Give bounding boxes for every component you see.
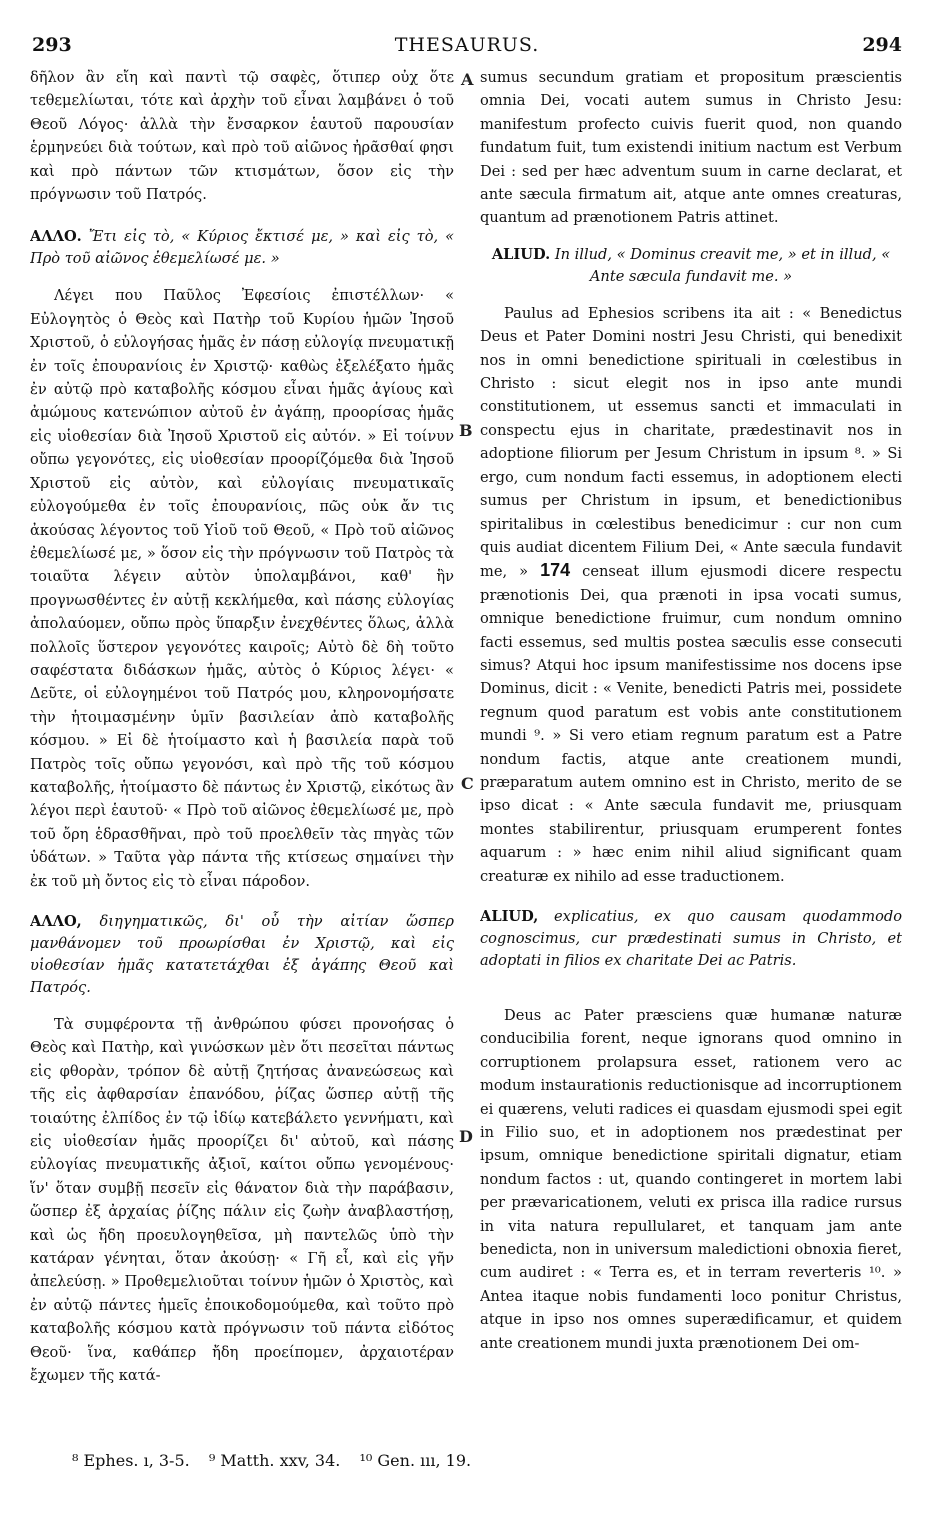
greek-heading-text-2: διηγηματικῶς, δι' οὗ τὴν αἰτίαν ὥσπερ μανθάνομεν τοῦ προωρίσθαι ἐν Χριστῷ, καὶ εἰς υἱοθεσίαν ἡμᾶς κατατετάχθαι ἐξ ἀγάπης Θεοῦ καὶ Πατρός. [30, 913, 454, 996]
left-page-number: 293 [32, 34, 72, 56]
latin-heading-text-2: explicatius, ex quo causam quodammodo cognoscimus, cur prædestinati sumus in Christo, et adoptati in filios ex charitate Dei ac Patris. [480, 908, 902, 969]
latin-heading-label-2: ALIUD, [480, 908, 539, 925]
latin-section-heading-1 [480, 244, 902, 288]
page-number-marker: 174 [540, 560, 571, 581]
greek-heading-label-2: ΑΛΛΟ, [30, 913, 82, 930]
greek-paragraph-2: Λέγει που Παῦλος Ἐφεσίοις ἐπιστέλλων· « Εὐλογητὸς ὁ Θεὸς καὶ Πατὴρ τοῦ Κυρίου ἡμῶν Ἰησοῦ Χριστοῦ, ὁ εὐλογήσας ἡμᾶς ἐν πάσῃ εὐλογίᾳ πνευματικῇ ἐν τοῖς ἐπουρανίοις ἐν Χριστῷ· καθὼς ἐξελέξατο ἡμᾶς ἐν αὐτῷ πρὸ καταβολῆς κόσμου εἶναι ἡμᾶς ἁγίους καὶ ἀμώμους κατενώπιον αὐτοῦ ἐν ἀγάπῃ, προορίσας ἡμᾶς εἰς υἱοθεσίαν διὰ Ἰησοῦ Χριστοῦ εἰς αὐτόν. » Εἰ τοίνυν οὔπω γεγονότες, εἰς υἱοθεσίαν προορίζόμεθα διὰ Ἰησοῦ Χριστοῦ εἰς αὐτὸν, καὶ εὐλογίαις πνευματικαῖς εὐλογούμεθα ἐν τοῖς ἐπουρανίοις, πῶς οὐκ ἄν τις ἀκούσας λέγοντος τοῦ Υἱοῦ τοῦ Θεοῦ, « Πρὸ τοῦ αἰῶνος ἐθεμελίωσέ με, » ὅσον εἰς τὴν πρόγνωσιν τοῦ Πατρὸς τὰ τοιαῦτα λέγειν αὐτὸν ὑπολαμβάνοι, καθ' ἣν προγνωσθέντες ἐν αὐτῇ κεκλήμεθα, καὶ πάσης εὐλογίας ἀπολαύομεν, οὔπω πρὸς ὕπαρξιν ἐνεχθέντες ὅλως, ἀλλὰ πολλοῖς ὕστερον γεγονότες καιροῖς; Αὐτὸ δὲ δὴ τοῦτο σαφέστατα διδάσκων ἡμᾶς, αὐτὸς ὁ Κύριος λέγει· « Δεῦτε, οἱ εὐλογημένοι τοῦ Πατρός μου, κληρονομήσατε τὴν ἡτοιμασμένην ὑμῖν βασιλείαν ἀπὸ καταβολῆς κόσμου. » Εἰ δὲ ἡτοίμαστο καὶ ἡ βασιλεία παρὰ τοῦ Πατρὸς τοῖς οὔπω γεγονόσι, καὶ πρὸ τῆς τοῦ κόσμου καταβολῆς, ἡτοίμαστο δὲ πάντως ἐν Χριστῷ, εἰκότως ἂν λέγοι περὶ ἑαυτοῦ· « Πρὸ τοῦ αἰῶνος ἐθεμελίωσέ με, πρὸ τοῦ ὄρη ἑδρασθῆναι, πρὸ τοῦ προελθεῖν τὰς πηγὰς τῶν ὑδάτων. » Ταῦτα γὰρ πάντα τῆς κτίσεως σημαίνει τὴν ἐκ τοῦ μὴ ὄντος εἰς τὸ εἶναι πάροδον. [30, 287, 454, 890]
latin-heading-label-1: ALIUD. [491, 245, 551, 263]
page-header [32, 34, 902, 60]
latin-paragraph-2-part-2: censeat illum ejusmodi dicere respectu prænotionis Dei, qua prænoti in ipsa vocati sumus, omnique benedictione fruimur, cum nondum omnino facti essemus, sed multis postea sæculis esse consecuti simus? Atqui hoc ipsum manifestissime nos docens ipse Dominus, dicit : « Venite, benedicti Patris mei, possidete regnum quod paratum est vobis ante constitutionem mundi ⁹. » Si vero etiam regnum paratum est a Patre nondum factis, atque ante creationem mundi, præparatum autem omnino est in Christo, merito de se ipso dicat : « Ante sæcula fundavit me, priusquam montes stabilirentur, priusquam erumperent fontes aquarum : » hæc enim nihil aliud significant quam creaturæ ex nihilo ad esse traductionem. [480, 563, 902, 885]
greek-section-heading-1 [30, 226, 454, 270]
latin-paragraph-2-part-1: Paulus ad Ephesios scribens ita ait : « Benedictus Deus et Pater Domini nostri Jesu Christi, qui benedixit nos in omni benedictione spirituali in cœlestibus in Christo : sicut elegit nos in ipso ante mundi constitutionem, ut essemus sancti et immaculati in conspectu ejus in charitate, prædestinavit nos in adoptione filiorum per Jesum Christum in ipsum ⁸. » Si ergo, cum nondum facti essemus, in adoptionem electi sumus per Christum in ipsum, et benedictionibus spiritalibus in cœlestibus benedicimur : cur non cum quis audiat dicentem Filium Dei, « Ante sæcula fundavit me, » [480, 304, 902, 581]
latin-paragraph-2 [480, 302, 902, 888]
greek-column [30, 66, 454, 1436]
footnotes [72, 1450, 632, 1472]
margin-marker-d: D [459, 1127, 473, 1146]
latin-paragraph-1: sumus secundum gratiam et propositum præscientis omnia Dei, vocati autem sumus in Christo Jesu: manifestum profecto cuivis fuerit quod, non quando fundatum fuit, tum existendi initium nactum est Verbum Dei : sed per hæc adventum suum in carne declarat, et ante sæcula firmatum ait, atque ante omnes creaturas, quantum ad prænotionem Patris attinet. [480, 69, 902, 227]
footnote-8: ⁸ Ephes. ı, 3-5. [72, 1451, 190, 1470]
greek-section-heading-2 [30, 911, 454, 999]
greek-heading-label-1: ΑΛΛΟ. [30, 228, 82, 246]
right-page-number: 294 [862, 34, 902, 56]
greek-paragraph-1: δῆλον ἂν εἴη καὶ παντὶ τῷ σαφὲς, ὅτιπερ οὐχ ὅτε τεθεμελίωται, τότε καὶ ἀρχὴν τοῦ εἶναι λαμβάνει ὁ τοῦ Θεοῦ Λόγος· ἀλλὰ τὴν ἔνσαρκον ἑαυτοῦ παρουσίαν ἑρμηνεύει διὰ τούτων, καὶ πρὸ τοῦ αἰῶνος ἠρᾶσθαί φησι καὶ πρὸ πάντων τῶν κτισμάτων, ὅσον εἰς τὴν πρόγνωσιν τοῦ Πατρός. [30, 69, 454, 204]
margin-marker-b: B [459, 421, 473, 440]
margin-marker-a: A [461, 70, 474, 89]
footnote-10: ¹⁰ Gen. ııı, 19. [359, 1451, 472, 1470]
greek-heading-text-1: Ἔτι εἰς τὸ, « Κύριος ἔκτισέ με, » καὶ εἰς τὸ, « Πρὸ τοῦ αἰῶνος ἐθεμελίωσέ με. » [30, 228, 454, 268]
latin-column [480, 66, 902, 1436]
greek-paragraph-3: Τὰ συμφέροντα τῇ ἀνθρώπου φύσει προνοήσας ὁ Θεὸς καὶ Πατὴρ, καὶ γινώσκων μὲν ὅτι πεσεῖται πάντως εἰς φθορὰν, τρόπον δὲ αὐτῇ ζητήσας ἀνανεώσεως καὶ τῆς εἰς ἀφθαρσίαν ἐπανόδου, ῥίζας ὥσπερ αὐτῇ τῆς τοιαύτης ἐλπίδος ἐν τῷ ἰδίῳ κατεβάλετο γεννήματι, καὶ εἰς υἱοθεσίαν ἡμᾶς προορίζει δι' αὐτοῦ, καὶ πάσης εὐλογίας πνευματικῆς ἀξιοῖ, καίτοι οὔπω γενομένους· ἵν' ὅταν συμβῇ πεσεῖν εἰς θάνατον διὰ τὴν παράβασιν, ὥσπερ ἐξ ἀρχαίας ῥίζης πάλιν εἰς ζωὴν ἀναβλαστήσῃ, καὶ ὡς ἤδη προευλογηθεῖσα, μὴ παντελῶς ὑπὸ τὴν κατάραν γένηται, ὅταν ἀκούσῃ· « Γῆ εἶ, καὶ εἰς γῆν ἀπελεύσῃ. » Προθεμελιοῦται τοίνυν ἡμῶν ὁ Χριστὸς, καὶ ἐν αὐτῷ πάντες ἡμεῖς ἐποικοδομούμεθα, καὶ τοῦτο πρὸ καταβολῆς κόσμου κατὰ πρόγνωσιν τοῦ πάντα εἰδότος Θεοῦ· ἵνα, καθάπερ ἤδη προείπομεν, ἀρχαιοτέραν ἔχωμεν τῆς κατά- [30, 1016, 454, 1385]
margin-marker-c: C [461, 774, 474, 793]
latin-paragraph-3: Deus ac Pater præsciens quæ humanæ naturæ conducibilia forent, neque ignorans quod omnino in corruptionem prolapsura esset, rationem vero ac modum instaurationis reductionisque ad incorruptionem ei quærens, veluti radices ei quasdam ejusmodi spei egit in Filio suo, et in adoptionem nos prædestinat per ipsum, omnique benedictione spiritali dignatur, etiam nondum factos : ut, quando contingeret in mortem labi per prævaricationem, veluti ex prisca illa radice rursus in vita natura repullularet, et tanquam jam ante benedicta, non in universum maledictioni obnoxia fieret, cum audiret : « Terra es, et in terram reverteris ¹⁰. » Antea itaque nobis fundamenti loco ponitur Christus, atque in ipso nos omnes superædificamur, et quidem ante creationem mundi juxta prænotionem Dei om- [480, 1007, 902, 1352]
latin-heading-text-1: In illud, « Dominus creavit me, » et in illud, « Ante sæcula fundavit me. » [554, 245, 891, 285]
footnote-9: ⁹ Matth. xxv, 34. [208, 1451, 341, 1470]
latin-section-heading-2 [480, 906, 902, 972]
running-title: THESAURUS. [394, 34, 540, 56]
